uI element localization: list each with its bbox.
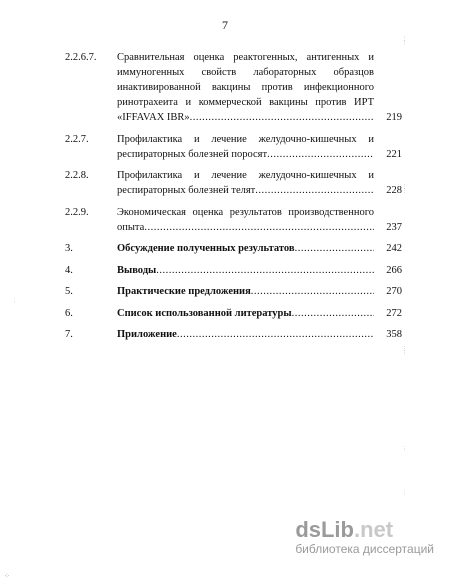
toc-leader-dots (144, 220, 374, 235)
page-number: 7 (222, 18, 228, 32)
toc-leader-dots (251, 284, 374, 299)
toc-entry-number: 4. (65, 264, 73, 276)
toc-entry-text-line: респираторных болезней телят (117, 185, 256, 196)
toc-entry-2-2-7 (0, 132, 450, 162)
scan-artifact: ⋮ (12, 299, 18, 304)
toc-entry-page: 272 (386, 307, 402, 319)
toc-entry-6 (0, 306, 450, 321)
toc-leader-dots (295, 241, 374, 256)
toc-entry-page: 237 (386, 221, 402, 233)
toc-entry-text-line: Список использованной литературы (117, 307, 292, 319)
toc-entry-page: 221 (386, 148, 402, 160)
dslib-logo: dsLib.net (295, 517, 394, 542)
toc-entry-text-line: Экономическая оценка результатов производственного (117, 206, 374, 218)
toc-entry-number: 2.2.8. (65, 170, 89, 181)
toc-entry-number: 2.2.7. (65, 133, 89, 145)
toc-entry-page: 219 (386, 112, 402, 123)
scan-artifact: ⋮ (402, 447, 408, 452)
toc-entry-number: 6. (65, 307, 73, 319)
toc-entry-2-2-9 (0, 205, 450, 235)
toc-entry-5 (0, 284, 450, 299)
toc-entry-text-line: Сравнительная оценка реактогенных, антигенных и (117, 52, 374, 63)
toc-entry-number: 2.2.6.7. (65, 52, 97, 63)
toc-entry-text-line: Профилактика и лечение желудочно-кишечных и (117, 170, 374, 181)
toc-leader-dots (292, 306, 374, 321)
toc-entry-text-line: инактивированной вакцины против инфекционного (117, 82, 374, 93)
toc-entry-3 (0, 241, 450, 256)
toc-entry-2-2-8 (0, 168, 450, 198)
table-of-contents (0, 50, 450, 349)
toc-entry-page: 266 (386, 264, 402, 276)
toc-entry-text-line: Выводы (117, 264, 157, 276)
toc-leader-dots (255, 183, 374, 198)
toc-entry-text-line: Обсуждение полученных результатов (117, 243, 295, 254)
scan-artifact: ⋮ ⋮ (402, 37, 408, 46)
toc-leader-dots (177, 327, 374, 342)
scan-artifact: ⋮ ⋮ (402, 347, 408, 356)
toc-entry-4 (0, 263, 450, 278)
toc-entry-text-line: Приложение (117, 329, 177, 340)
dslib-watermark[interactable] (295, 518, 434, 556)
toc-entry-page: 270 (386, 286, 402, 297)
toc-entry-number: 2.2.9. (65, 206, 89, 218)
toc-entry-2-2-6-7 (0, 50, 450, 125)
toc-entry-page: 242 (386, 243, 402, 254)
toc-entry-text-line: Практические предложения (117, 286, 251, 297)
toc-entry-number: 7. (65, 329, 73, 340)
toc-entry-page: 228 (386, 185, 402, 196)
toc-entry-number: 5. (65, 286, 73, 297)
toc-entry-7 (0, 327, 450, 342)
toc-entry-text-line: респираторных болезней поросят (117, 148, 268, 160)
toc-entry-text-line: ринотрахеита и коммерческой вакцины против ИРТ (117, 97, 374, 108)
toc-entry-text-line: иммуногенных свойств лабораторных образцов (117, 67, 374, 78)
scan-artifact: ⋮ (402, 491, 408, 496)
toc-entry-text-line: «IFFAVAX IBR» (117, 112, 190, 123)
toc-entry-text-line: опыта (117, 221, 145, 233)
scan-artifact: ⋮ ⋮ (402, 185, 408, 194)
toc-entry-text-line: Профилактика и лечение желудочно-кишечных и (117, 133, 374, 145)
toc-entry-number: 3. (65, 243, 73, 254)
toc-leader-dots (190, 110, 374, 125)
toc-entry-page: 358 (386, 329, 402, 340)
toc-leader-dots (267, 147, 374, 162)
toc-leader-dots (156, 263, 374, 278)
dslib-tagline: библиотека диссертаций (295, 542, 434, 556)
scan-artifact: ⁘ (4, 572, 10, 580)
